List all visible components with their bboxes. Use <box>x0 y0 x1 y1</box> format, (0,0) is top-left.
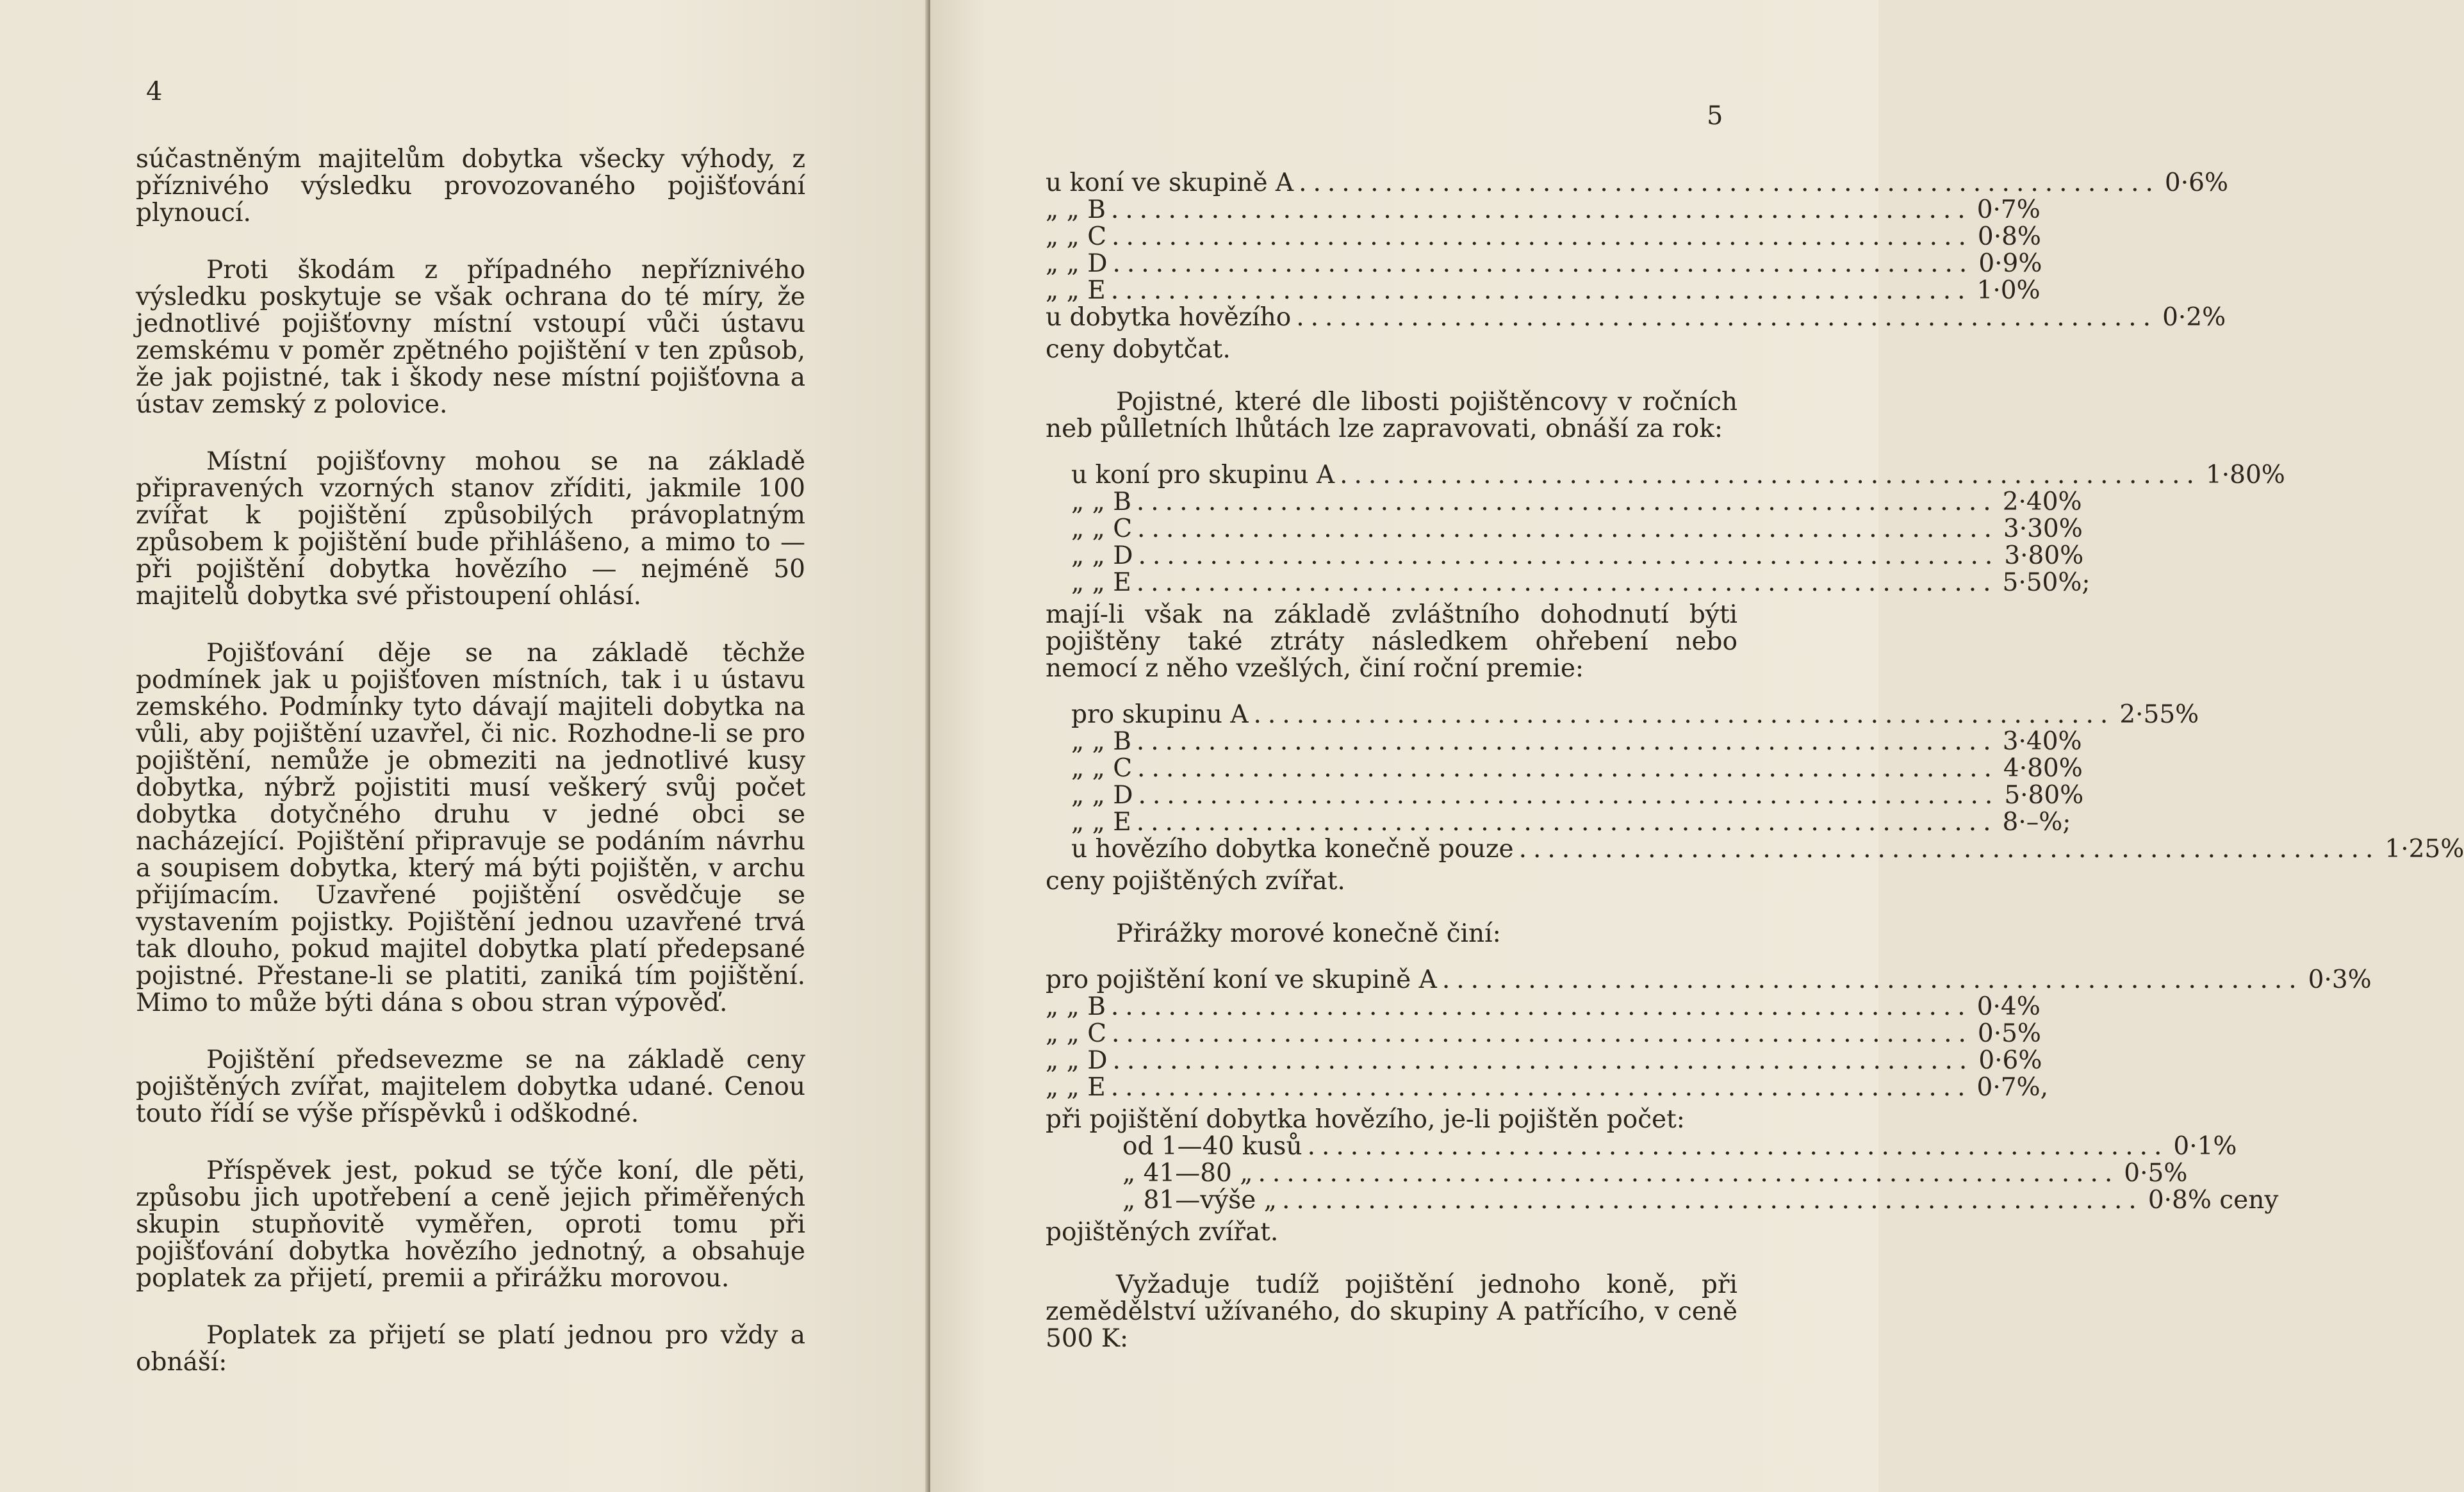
table-row <box>1071 488 2082 516</box>
paragraph-4: Pojišťování děje se na základě těchže podmínek jak u pojišťoven místních, tak i u ústavu zemského. Podmínky tyto dávají majiteli dobytka na vůli, aby pojištění uzavřel, či nic. Rozhodne-li se pro pojištění, nemůže je obmeziti na jednotlivé kusy dobytka, nýbrž pojistiti musí veškerý svůj počet dobytka dotyčného druhu v jedné obci se nacházející. Pojištění připravuje se podáním návrhu a soupisem dobytka, který má býti pojištěn, v archu přijímacím. Uzavřené pojištění osvědčuje se vystavením pojistky. Pojištění jednou uzavřené trvá tak dlouho, pokud majitel dobytka platí předepsané pojistné. Přestane-li se platiti, zaniká tím pojištění. Mimo to může býti dána s obou stran výpověď. <box>136 639 805 1017</box>
paragraph-1: súčastněným majitelům dobytka všecky výhody, z příznivého výsledku provozovaného pojišťování plynoucí. <box>136 145 805 227</box>
table-row <box>1046 195 2041 224</box>
table-row <box>1071 568 2090 597</box>
dot-leader: ............................................................ <box>1299 168 2160 197</box>
row-label: u dobytka hovězího <box>1046 303 1292 332</box>
row-value: 0·2% <box>2162 303 2226 332</box>
table-row <box>1046 303 2226 332</box>
row-label: u koní pro skupinu A <box>1071 461 1335 489</box>
left-page <box>0 0 930 1492</box>
table-row <box>1071 727 2082 756</box>
premium-table <box>1046 461 2285 597</box>
table-row <box>1122 1186 2279 1215</box>
dot-leader: ............................................................ <box>1136 488 1998 516</box>
table-row <box>1046 1073 2048 1102</box>
row-label: „ 41—80 „ <box>1122 1159 1253 1188</box>
cattle-count-table <box>1046 1132 2279 1215</box>
paragraph-6: Příspěvek jest, pokud se týče koní, dle pěti, způsobu jich upotřebení a ceně jejich přiměřených skupin stupňovitě vyměřen, oproti tomu při pojišťování dobytka hovězího jednotný, a obsahuje poplatek za přijetí, premii a přirážku morovou. <box>136 1156 805 1293</box>
row-label: od 1—40 kusů <box>1122 1132 1302 1161</box>
row-value: 4·80% <box>2003 754 2083 783</box>
dot-leader: ............................................................ <box>1136 808 1998 837</box>
row-label: „ „ C <box>1046 222 1107 251</box>
left-page-number: 4 <box>146 77 163 106</box>
table-row <box>1046 992 2041 1021</box>
row-label: u hovězího dobytka konečně pouze <box>1071 835 1514 864</box>
paragraph-3: Místní pojišťovny mohou se na základě připravených vzorných stanov zříditi, jakmile 100 zvířat k pojištění způsobilých právoplatným způsobem k pojištění bude přihlášeno, a mimo to — při pojištění dobytka hovězího — nejméně 50 majitelů dobytka své přistoupení ohlásí. <box>136 447 805 611</box>
table-row <box>1046 1046 2042 1075</box>
row-value: 0·7%, <box>1976 1073 2048 1102</box>
row-label: „ „ B <box>1046 992 1106 1021</box>
dot-leader: ............................................................ <box>1138 781 2000 810</box>
dot-leader: ............................................................ <box>1112 1046 1974 1075</box>
row-value: 0·9% <box>1978 249 2042 278</box>
paragraph-7: Poplatek za přijetí se platí jednou pro vždy a obnáší: <box>136 1321 805 1377</box>
row-value: 3·40% <box>2002 727 2082 756</box>
dot-leader: ............................................................ <box>1110 276 1972 305</box>
row-value: 8·–%; <box>2002 808 2071 837</box>
row-value: 5·80% <box>2004 781 2084 810</box>
row-label: pro skupinu A <box>1071 700 1249 729</box>
row-label: „ „ C <box>1071 754 1133 783</box>
left-page-text <box>136 146 805 1406</box>
row-label: „ „ E <box>1046 276 1106 305</box>
table-row <box>1071 835 2464 864</box>
row-value: 0·5% <box>1977 1019 2041 1048</box>
dot-leader: ............................................................ <box>1253 700 2115 729</box>
extra-premium-table <box>1046 700 2464 864</box>
extra-premium-tail: ceny pojištěných zvířat. <box>1046 867 1345 896</box>
row-label: „ „ E <box>1071 808 1131 837</box>
example-paragraph: Vyžaduje tudíž pojištění jednoho koně, při zemědělství užívaného, do skupiny A patřícího, v ceně 500 K: <box>1046 1270 1737 1353</box>
dot-leader: ............................................................ <box>1258 1159 2119 1188</box>
fee-table-tail: ceny dobytčat. <box>1046 335 1231 364</box>
row-label: „ „ E <box>1071 568 1131 597</box>
dot-leader: ............................................................ <box>1137 754 1998 783</box>
right-page-number: 5 <box>1707 101 1723 131</box>
row-label: „ „ D <box>1046 1046 1108 1075</box>
row-value: 1·80% <box>2205 461 2285 489</box>
row-value: 0·3% <box>2308 965 2372 994</box>
dot-leader: ............................................................ <box>1112 1019 1973 1048</box>
dot-leader: ............................................................ <box>1282 1186 2143 1215</box>
dot-leader: ............................................................ <box>1138 541 2000 570</box>
paragraph-2: Proti škodám z případného nepříznivého výsledku poskytuje se však ochrana do té míry, že jednotlivé pojišťovny místní vstoupí vůči ústavu zemskému v poměr zpětného pojištění v ten způsob, že jak pojistné, tak i škody nese místní pojišťovna a ústav zemský z polovice. <box>136 256 805 419</box>
table-row <box>1071 781 2084 810</box>
paragraph-5: Pojištění předsevezme se na základě ceny pojištěných zvířat, majitelem dobytka udané. Cenou touto řídí se výše příspěvků i odškodné. <box>136 1045 805 1128</box>
table-row <box>1071 514 2083 543</box>
dot-leader: ............................................................ <box>1112 249 1974 278</box>
dot-leader: ............................................................ <box>1136 727 1998 756</box>
table-row <box>1122 1132 2237 1161</box>
row-label: „ „ E <box>1046 1073 1106 1102</box>
row-label: u koní ve skupině A <box>1046 168 1294 197</box>
row-value: 0·4% <box>1976 992 2041 1021</box>
dot-leader: ............................................................ <box>1340 461 2201 489</box>
row-value: 1·0% <box>1976 276 2041 305</box>
row-value: 3·80% <box>2004 541 2084 570</box>
fee-table <box>1046 168 2229 332</box>
table-row <box>1046 249 2042 278</box>
table-row <box>1071 808 2071 837</box>
table-row <box>1046 965 2372 994</box>
dot-leader: ............................................................ <box>1296 303 2158 332</box>
row-label: „ „ C <box>1071 514 1133 543</box>
table-row <box>1071 461 2285 489</box>
table-row <box>1071 700 2199 729</box>
row-label: „ „ C <box>1046 1019 1107 1048</box>
dot-leader: ............................................................ <box>1112 222 1973 251</box>
table-row <box>1071 541 2084 570</box>
cattle-count-tail: pojištěných zvířat. <box>1046 1218 1279 1247</box>
dot-leader: ............................................................ <box>1137 514 1998 543</box>
plague-surcharge-heading: Přirážky morové konečně činí: <box>1116 919 1501 948</box>
row-value: 0·1% <box>2173 1132 2237 1161</box>
row-value: 0·6% <box>2164 168 2229 197</box>
row-label: „ „ B <box>1046 195 1106 224</box>
row-value: 2·55% <box>2119 700 2199 729</box>
premium-paragraph: Pojistné, které dle libosti pojištěncovy v ročních neb půlletních lhůtách lze zapravovati, obnáší za rok: <box>1046 388 1737 443</box>
row-label: „ „ B <box>1071 727 1131 756</box>
row-label: „ „ D <box>1071 541 1133 570</box>
row-label: „ „ D <box>1046 249 1108 278</box>
extra-premium-paragraph: mají-li však na základě zvláštního dohodnutí býti pojištěny také ztráty následkem ohřebení nebo nemocí z něho vzešlých, činí roční premie: <box>1046 600 1737 683</box>
table-row <box>1046 276 2041 305</box>
dot-leader: ............................................................ <box>1110 1073 1972 1102</box>
cattle-count-line: při pojištění dobytka hovězího, je-li pojištěn počet: <box>1046 1105 1685 1134</box>
row-value: 2·40% <box>2002 488 2082 516</box>
dot-leader: ............................................................ <box>1441 965 2303 994</box>
plague-surcharge-table <box>1046 965 2372 1102</box>
row-label: „ „ D <box>1071 781 1133 810</box>
right-page-text <box>1046 168 2464 1382</box>
table-row <box>1122 1159 2188 1188</box>
row-value: 1·25% <box>2385 835 2464 864</box>
row-label: „ 81—výše „ <box>1122 1186 1277 1215</box>
dot-leader: ............................................................ <box>1110 992 1972 1021</box>
row-label: pro pojištění koní ve skupině A <box>1046 965 1437 994</box>
row-value: 0·6% <box>1978 1046 2042 1075</box>
row-value: 3·30% <box>2003 514 2083 543</box>
table-row <box>1046 222 2041 251</box>
row-label: „ „ B <box>1071 488 1131 516</box>
table-row <box>1046 168 2229 197</box>
dot-leader: ............................................................ <box>1518 835 2380 864</box>
table-row <box>1046 1019 2041 1048</box>
row-value: 0·5% <box>2124 1159 2188 1188</box>
row-value: 0·7% <box>1976 195 2041 224</box>
row-value: 0·8% ceny <box>2148 1186 2279 1215</box>
dot-leader: ............................................................ <box>1307 1132 2169 1161</box>
row-value: 0·8% <box>1977 222 2041 251</box>
table-row <box>1071 754 2083 783</box>
dot-leader: ............................................................ <box>1110 195 1972 224</box>
row-value: 5·50%; <box>2002 568 2090 597</box>
dot-leader: ............................................................ <box>1136 568 1998 597</box>
